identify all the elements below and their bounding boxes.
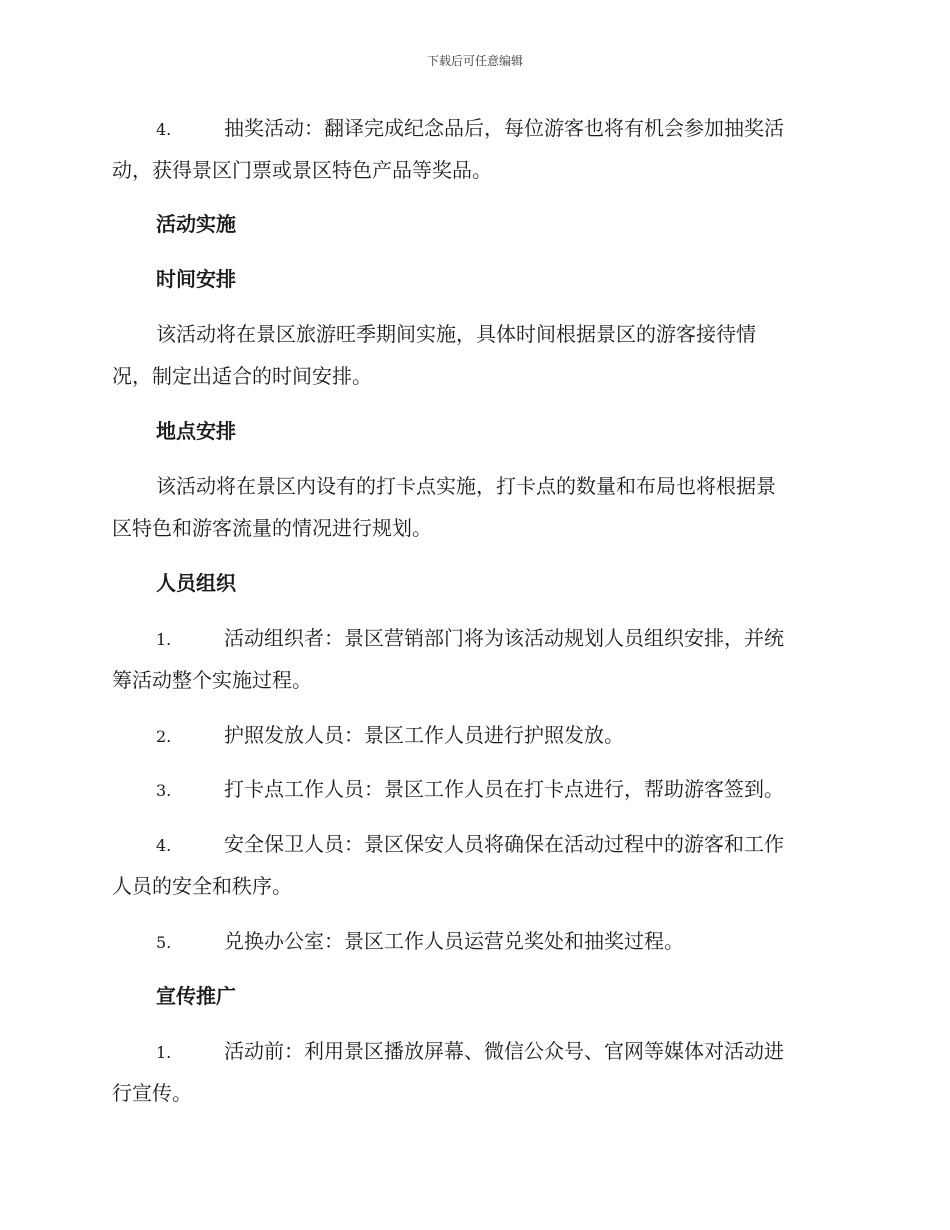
list-number: 4. [156, 836, 172, 855]
list-item-staff-3 [112, 768, 837, 810]
paragraph-line: 该活动将在景区内设有的打卡点实施，打卡点的数量和布局也将根据景 [156, 474, 776, 498]
heading-activity-implementation: 活动实施 [156, 212, 236, 236]
paragraph-place [112, 465, 837, 549]
list-text: 护照发放人员：景区工作人员进行护照发放。 [224, 723, 624, 747]
list-number: 1. [156, 630, 172, 649]
heading-place-arrangement: 地点安排 [156, 419, 236, 443]
list-text-cont: 行宣传。 [112, 1081, 192, 1105]
list-item-staff-1 [112, 617, 837, 701]
list-text-cont: 筹活动整个实施过程。 [112, 668, 312, 692]
list-text: 活动组织者：景区营销部门将为该活动规划人员组织安排，并统 [224, 626, 784, 650]
list-text: 兑换办公室：景区工作人员运营兑奖处和抽奖过程。 [224, 929, 684, 953]
paragraph-time [112, 313, 837, 397]
paragraph-line: 况，制定出适合的时间安排。 [112, 364, 372, 388]
paragraph-line: 该活动将在景区旅游旺季期间实施，具体时间根据景区的游客接待情 [156, 322, 756, 346]
paragraph-line: 区特色和游客流量的情况进行规划。 [112, 516, 432, 540]
page-header: 下载后可任意编辑 [426, 54, 523, 68]
list-item-staff-2 [112, 714, 837, 756]
list-text: 活动前：利用景区播放屏幕、微信公众号、官网等媒体对活动进 [224, 1039, 784, 1063]
list-number: 2. [156, 727, 172, 746]
heading-staff-organization: 人员组织 [156, 571, 236, 595]
list-item-lottery [112, 107, 837, 191]
list-number: 1. [156, 1043, 172, 1062]
list-number: 5. [156, 933, 172, 952]
list-text-cont: 人员的安全和秩序。 [112, 874, 292, 898]
list-text: 打卡点工作人员：景区工作人员在打卡点进行，帮助游客签到。 [224, 777, 784, 801]
list-text-cont: 动，获得景区门票或景区特色产品等奖品。 [112, 158, 492, 182]
list-item-staff-5 [112, 920, 837, 962]
list-text: 安全保卫人员：景区保安人员将确保在活动过程中的游客和工作 [224, 832, 784, 856]
list-number: 4. [156, 120, 172, 139]
list-item-staff-4 [112, 823, 837, 907]
heading-time-arrangement: 时间安排 [156, 267, 236, 291]
heading-promotion: 宣传推广 [156, 984, 236, 1008]
list-text: 抽奖活动：翻译完成纪念品后，每位游客也将有机会参加抽奖活 [224, 116, 784, 140]
list-item-promo-1 [112, 1030, 837, 1114]
list-number: 3. [156, 781, 172, 800]
